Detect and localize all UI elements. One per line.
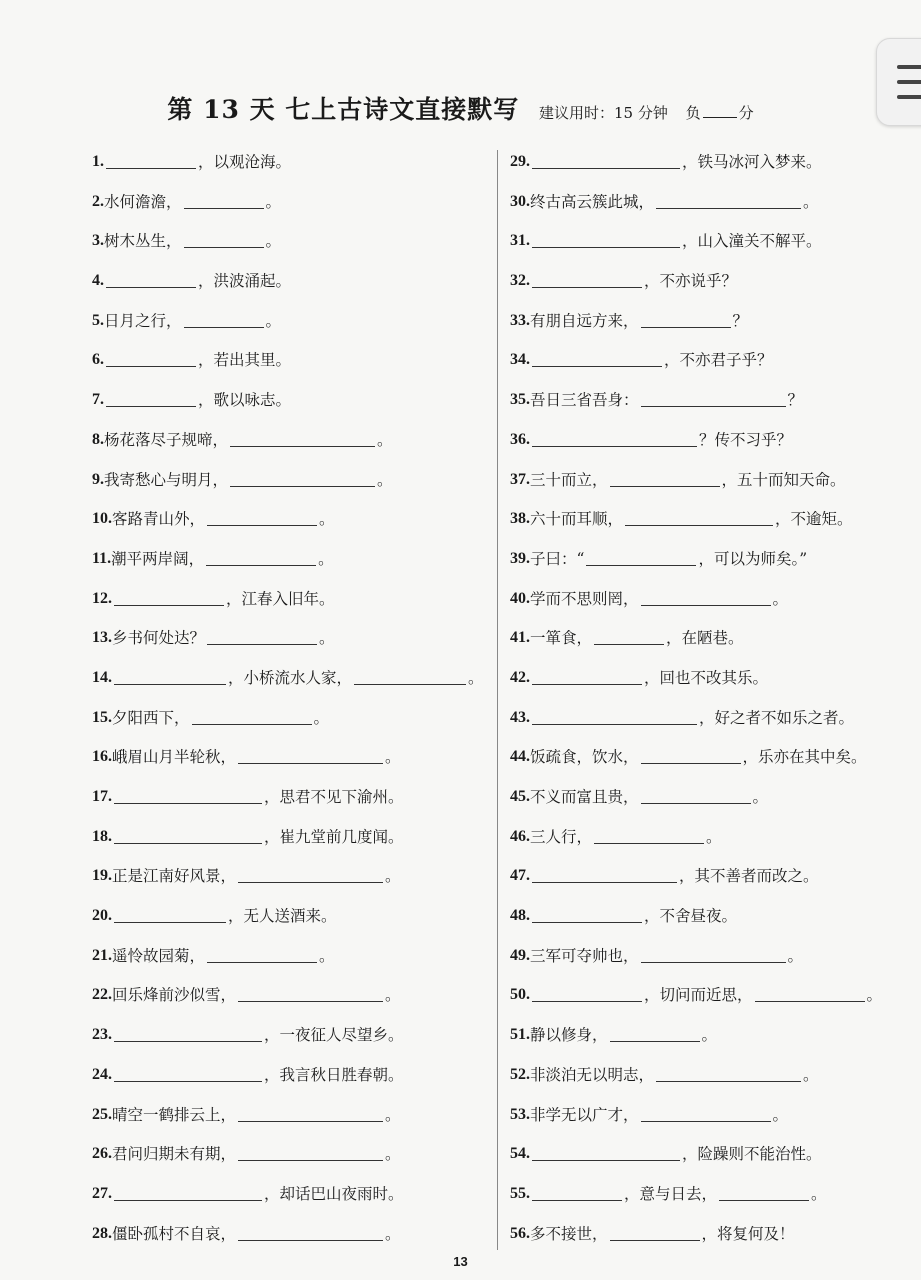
answer-blank[interactable]	[192, 706, 312, 725]
question-text: 三十而立，	[530, 470, 608, 489]
score-blank	[703, 116, 737, 118]
question-text: 树木丛生，	[104, 232, 182, 251]
question-number: 21.	[92, 946, 112, 964]
answer-blank[interactable]	[656, 1063, 801, 1082]
question-text: 三军可夺帅也，	[530, 946, 639, 965]
question-number: 55.	[510, 1184, 530, 1202]
answer-blank[interactable]	[532, 428, 697, 447]
question-number: 29.	[510, 153, 530, 170]
answer-blank[interactable]	[354, 666, 466, 685]
question-number: 38.	[510, 510, 530, 528]
question-item	[510, 468, 882, 508]
question-text: 。	[318, 549, 334, 568]
question-item	[510, 944, 882, 984]
question-number: 35.	[510, 391, 530, 409]
question-text: 僵卧孤村不自哀，	[112, 1224, 237, 1243]
answer-blank[interactable]	[610, 468, 720, 487]
menu-icon-bar	[897, 80, 921, 84]
answer-blank[interactable]	[238, 745, 383, 764]
question-item	[92, 944, 484, 984]
question-number: 34.	[510, 351, 530, 369]
question-item	[510, 983, 882, 1023]
question-item	[510, 825, 882, 865]
question-item	[92, 428, 484, 468]
question-item	[92, 745, 484, 785]
question-number: 36.	[510, 430, 530, 448]
question-item	[92, 825, 484, 865]
question-number: 10.	[92, 510, 112, 528]
question-text: 。	[377, 430, 393, 449]
question-text: 。	[385, 986, 401, 1005]
question-number: 4.	[92, 272, 104, 290]
question-item	[92, 706, 484, 746]
question-item	[510, 428, 882, 468]
question-text: 晴空一鹤排云上，	[112, 1105, 237, 1124]
question-item	[92, 348, 484, 388]
answer-blank[interactable]	[230, 428, 375, 447]
question-number: 5.	[92, 311, 104, 329]
question-text: 正是江南好风景，	[112, 867, 237, 886]
answer-blank[interactable]	[184, 190, 264, 209]
answer-blank[interactable]	[532, 666, 642, 685]
question-item	[92, 1142, 484, 1182]
suggested-time: 建议用时：15 分钟	[539, 104, 668, 122]
question-number: 27.	[92, 1184, 112, 1202]
answer-blank[interactable]	[532, 864, 677, 883]
answer-blank[interactable]	[656, 190, 801, 209]
question-text: 。	[265, 311, 282, 330]
question-text: ？	[787, 391, 804, 410]
question-text: 静以修身，	[530, 1026, 608, 1045]
question-number: 45.	[510, 788, 530, 805]
question-text: 。	[468, 668, 484, 687]
question-item	[510, 864, 882, 904]
question-text: ，切问而近思，	[644, 986, 753, 1005]
question-item	[92, 269, 484, 309]
question-text: ，以观沧海。	[198, 153, 292, 171]
question-text: ，其不善者而改之。	[679, 867, 819, 886]
question-number: 31.	[510, 232, 530, 250]
question-item	[510, 626, 882, 666]
question-text: ，不舍昼夜。	[644, 907, 738, 926]
answer-blank[interactable]	[719, 1182, 809, 1201]
question-item	[92, 785, 484, 825]
question-text: ，小桥流水人家，	[228, 668, 353, 687]
question-text: 吾日三省吾身：	[530, 391, 639, 410]
answer-blank[interactable]	[238, 1222, 383, 1241]
answer-blank[interactable]	[114, 785, 262, 804]
answer-blank[interactable]	[641, 388, 786, 407]
question-text: ，不逾矩。	[775, 510, 853, 529]
question-item	[510, 348, 882, 388]
column-divider	[497, 150, 498, 1250]
question-text: 。	[385, 1105, 401, 1124]
answer-blank[interactable]	[114, 904, 226, 923]
question-number: 40.	[510, 589, 530, 607]
question-text: 潮平两岸阔，	[111, 549, 205, 568]
question-text: 日月之行，	[104, 311, 182, 330]
question-item	[92, 1063, 484, 1103]
question-text: 非淡泊无以明志，	[530, 1065, 655, 1084]
question-item	[510, 388, 882, 428]
question-text: ，思君不见下渝州。	[264, 788, 404, 806]
question-number: 37.	[510, 470, 530, 488]
question-item	[92, 547, 484, 587]
question-text: ，我言秋日胜春朝。	[264, 1065, 404, 1084]
question-text: ，五十而知天命。	[721, 470, 846, 489]
question-item	[92, 468, 484, 508]
question-item	[92, 864, 484, 904]
question-text: 。	[752, 788, 769, 806]
question-number: 52.	[510, 1065, 530, 1083]
question-item	[92, 388, 484, 428]
question-number: 3.	[92, 232, 104, 250]
question-item	[92, 190, 484, 230]
answer-blank[interactable]	[238, 983, 383, 1002]
question-text: 饭疏食，饮水，	[530, 748, 639, 767]
question-item	[510, 706, 882, 746]
question-text: 。	[385, 748, 401, 767]
answer-blank[interactable]	[106, 269, 196, 288]
question-number: 56.	[510, 1224, 530, 1242]
question-number: 9.	[92, 470, 104, 488]
answer-blank[interactable]	[230, 468, 375, 487]
answer-blank[interactable]	[755, 983, 865, 1002]
menu-icon	[897, 65, 921, 69]
question-number: 20.	[92, 907, 112, 925]
question-item	[510, 1103, 882, 1143]
answer-blank[interactable]	[586, 547, 696, 566]
question-text: 回乐烽前沙似雪，	[112, 986, 237, 1005]
question-item	[92, 1023, 484, 1063]
question-number: 28.	[92, 1224, 112, 1242]
answer-blank[interactable]	[207, 626, 317, 645]
question-text: 。	[313, 708, 330, 727]
question-text: ，乐亦在其中矣。	[742, 748, 867, 767]
question-text: ，山入潼关不解平。	[682, 232, 822, 251]
answer-blank[interactable]	[594, 626, 664, 645]
answer-blank[interactable]	[641, 785, 751, 804]
question-number: 51.	[510, 1026, 530, 1044]
answer-blank[interactable]	[532, 706, 697, 725]
question-number: 12.	[92, 589, 112, 607]
question-text: 学而不思则罔，	[530, 589, 639, 608]
answer-blank[interactable]	[106, 348, 196, 367]
question-text: ，却话巴山夜雨时。	[264, 1184, 404, 1203]
question-text: 有朋自远方来，	[530, 311, 639, 330]
question-text: ？	[732, 311, 749, 330]
question-item	[510, 745, 882, 785]
question-text: 。	[385, 1224, 401, 1243]
question-number: 24.	[92, 1065, 112, 1083]
answer-blank[interactable]	[184, 229, 264, 248]
answer-blank[interactable]	[114, 1023, 262, 1042]
question-text: ，一夜征人尽望乡。	[264, 1026, 404, 1045]
question-text: 终古高云簇此城，	[530, 192, 655, 211]
question-text: 。	[377, 470, 393, 489]
question-text: 。	[866, 986, 883, 1005]
answer-blank[interactable]	[610, 1023, 700, 1042]
answer-blank[interactable]	[532, 1182, 622, 1201]
question-text: ，险躁则不能治性。	[682, 1145, 822, 1164]
answer-blank[interactable]	[641, 944, 786, 963]
answer-blank[interactable]	[114, 1063, 262, 1082]
question-text: 峨眉山月半轮秋，	[112, 748, 237, 767]
question-item	[510, 547, 882, 587]
question-number: 50.	[510, 986, 530, 1004]
question-number: 42.	[510, 668, 530, 686]
answer-blank[interactable]	[238, 864, 383, 883]
question-text: 。	[803, 192, 819, 211]
question-text: 。	[319, 946, 335, 965]
answer-blank[interactable]	[625, 507, 773, 526]
question-text: ，意与日去，	[624, 1184, 718, 1203]
question-number: 13.	[92, 629, 112, 647]
answer-blank[interactable]	[106, 150, 196, 169]
question-text: 杨花落尽子规啼，	[104, 430, 229, 449]
question-text: 夕阳西下，	[112, 708, 190, 727]
question-number: 33.	[510, 311, 530, 329]
question-number: 30.	[510, 192, 530, 210]
answer-blank[interactable]	[206, 547, 316, 566]
question-item	[510, 507, 882, 547]
question-text: ，回也不改其乐。	[644, 668, 769, 687]
answer-blank[interactable]	[114, 825, 262, 844]
question-text: 。	[319, 510, 335, 529]
answer-blank[interactable]	[114, 1182, 262, 1201]
answer-blank[interactable]	[207, 507, 317, 526]
question-item	[510, 666, 882, 706]
question-text: ，可以为师矣。”	[698, 549, 808, 568]
question-text: 。	[265, 232, 282, 251]
question-text: 。	[772, 589, 789, 608]
question-item	[510, 150, 882, 190]
question-item	[92, 150, 484, 190]
question-text: ，洪波涌起。	[198, 272, 292, 291]
answer-blank[interactable]	[641, 309, 731, 328]
question-number: 54.	[510, 1145, 530, 1163]
question-number: 44.	[510, 748, 530, 766]
answer-blank[interactable]	[532, 1142, 680, 1161]
answer-blank[interactable]	[641, 587, 771, 606]
left-column	[92, 150, 484, 1261]
question-number: 11.	[92, 549, 112, 567]
question-text: ，不亦说乎？	[644, 272, 738, 291]
answer-blank[interactable]	[532, 904, 642, 923]
question-text: 遥怜故园菊，	[112, 946, 206, 965]
question-text: ，铁马冰河入梦来。	[682, 153, 822, 171]
question-item	[92, 1103, 484, 1143]
question-text: 一箪食，	[530, 629, 593, 648]
question-text: 。	[787, 946, 804, 965]
question-text: 多不接世，	[530, 1224, 608, 1243]
question-text: 。	[803, 1065, 819, 1084]
answer-blank[interactable]	[238, 1103, 383, 1122]
question-item	[92, 904, 484, 944]
question-text: 。	[319, 629, 335, 648]
answer-blank[interactable]	[641, 745, 741, 764]
question-text: 水何澹澹，	[104, 192, 182, 211]
question-text: 。	[706, 827, 722, 846]
question-text: ，将复何及！	[701, 1224, 795, 1243]
title-text: 第 13 天 七上古诗文直接默写	[167, 95, 520, 124]
question-item	[510, 904, 882, 944]
page-number: 13	[453, 1254, 468, 1269]
score-suffix: 分	[738, 104, 754, 122]
answer-blank[interactable]	[532, 150, 680, 169]
question-text: 乡书何处达？	[112, 629, 206, 648]
question-item	[92, 309, 484, 349]
question-item	[510, 229, 882, 269]
question-item	[510, 1023, 882, 1063]
question-text: ？传不习乎？	[699, 430, 793, 449]
question-number: 6.	[92, 351, 104, 369]
question-item	[510, 269, 882, 309]
question-text: ，江春入旧年。	[226, 589, 335, 608]
question-number: 8.	[92, 430, 104, 448]
answer-blank[interactable]	[207, 944, 317, 963]
question-text: 。	[385, 1145, 401, 1164]
question-number: 23.	[92, 1026, 112, 1044]
answer-blank[interactable]	[238, 1142, 383, 1161]
question-text: 六十而耳顺，	[530, 510, 624, 529]
page-title	[0, 90, 921, 126]
question-number: 41.	[510, 629, 530, 647]
question-text: 子曰：“	[530, 549, 585, 568]
answer-blank[interactable]	[610, 1222, 700, 1241]
answer-blank[interactable]	[532, 269, 642, 288]
question-text: 。	[385, 867, 401, 886]
question-item	[92, 626, 484, 666]
question-item	[92, 587, 484, 627]
question-number: 25.	[92, 1105, 112, 1123]
question-number: 14.	[92, 668, 112, 686]
answer-blank[interactable]	[184, 309, 264, 328]
answer-blank[interactable]	[641, 1103, 771, 1122]
question-number: 26.	[92, 1145, 112, 1163]
question-text: 客路青山外，	[112, 510, 206, 529]
question-item	[510, 785, 882, 825]
question-text: ，崔九堂前几度闻。	[264, 827, 404, 846]
question-text: ，在陋巷。	[666, 629, 744, 648]
question-item	[510, 587, 882, 627]
question-item	[92, 229, 484, 269]
answer-blank[interactable]	[532, 983, 642, 1002]
question-number: 22.	[92, 986, 112, 1004]
question-text: 。	[265, 192, 282, 211]
answer-blank[interactable]	[114, 587, 224, 606]
question-number: 47.	[510, 867, 530, 885]
question-number: 17.	[92, 788, 112, 805]
answer-blank[interactable]	[106, 388, 196, 407]
question-text: 。	[701, 1026, 718, 1045]
question-text: ，若出其里。	[198, 351, 292, 370]
question-text: 。	[772, 1105, 789, 1124]
question-item	[92, 1182, 484, 1222]
question-number: 53.	[510, 1105, 530, 1123]
question-item	[92, 507, 484, 547]
question-number: 43.	[510, 708, 530, 726]
answer-blank[interactable]	[532, 348, 662, 367]
answer-blank[interactable]	[532, 229, 680, 248]
question-item	[510, 1142, 882, 1182]
question-text: 非学无以广才，	[530, 1105, 639, 1124]
question-item	[92, 983, 484, 1023]
right-column	[510, 150, 882, 1261]
answer-blank[interactable]	[594, 825, 704, 844]
question-item	[510, 190, 882, 230]
question-text: ，好之者不如乐之者。	[699, 708, 855, 727]
question-item	[510, 1063, 882, 1103]
question-number: 2.	[92, 192, 104, 210]
answer-blank[interactable]	[114, 666, 226, 685]
question-item	[92, 666, 484, 706]
question-text: ，无人送酒来。	[228, 907, 337, 926]
question-text: 君问归期未有期，	[112, 1145, 237, 1164]
question-number: 46.	[510, 827, 530, 845]
question-number: 48.	[510, 907, 530, 925]
question-text: 不义而富且贵，	[530, 788, 639, 806]
question-text: 三人行，	[530, 827, 593, 846]
question-number: 18.	[92, 827, 112, 845]
score-prefix: 负	[685, 104, 701, 122]
question-number: 16.	[92, 748, 112, 766]
question-text: ，歌以咏志。	[198, 391, 292, 410]
question-text: 我寄愁心与明月，	[104, 470, 229, 489]
question-item	[510, 1182, 882, 1222]
question-text: ，不亦君子乎？	[664, 351, 773, 370]
question-number: 15.	[92, 708, 112, 726]
question-number: 49.	[510, 946, 530, 964]
question-number: 19.	[92, 867, 112, 885]
question-item	[510, 309, 882, 349]
question-number: 32.	[510, 272, 530, 290]
question-number: 39.	[510, 549, 530, 567]
question-text: 。	[811, 1184, 827, 1203]
score-label	[686, 104, 754, 122]
question-number: 7.	[92, 391, 104, 409]
question-number: 1.	[92, 153, 104, 170]
